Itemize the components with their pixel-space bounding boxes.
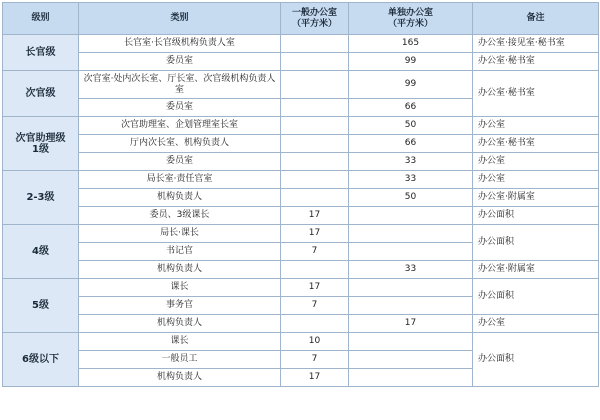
general-area-cell <box>281 117 349 135</box>
note-cell: 办公面积 <box>473 225 599 261</box>
general-area-cell: 10 <box>281 333 349 351</box>
office-area-table-container <box>2 2 598 418</box>
note-cell: 办公面积 <box>473 333 599 387</box>
general-area-cell <box>281 171 349 189</box>
general-area-cell <box>281 35 349 53</box>
table-row <box>3 261 599 279</box>
header-note: 备注 <box>473 3 599 35</box>
note-cell: 办公室 <box>473 117 599 135</box>
single-area-cell <box>349 243 473 261</box>
single-area-cell <box>349 297 473 315</box>
category-cell: 次官室·处内次长室、厅长室、次官级机构负责人室 <box>79 71 281 99</box>
general-area-cell <box>281 153 349 171</box>
note-cell: 办公面积 <box>473 279 599 315</box>
general-area-cell: 7 <box>281 243 349 261</box>
table-row <box>3 135 599 153</box>
table-row <box>3 207 599 225</box>
category-cell: 一般员工 <box>79 351 281 369</box>
single-area-cell: 50 <box>349 117 473 135</box>
category-cell: 委员室 <box>79 53 281 71</box>
single-area-cell: 33 <box>349 153 473 171</box>
single-area-cell: 17 <box>349 315 473 333</box>
table-row <box>3 315 599 333</box>
note-cell: 办公室·秘书室 <box>473 71 599 117</box>
category-cell: 机构负责人 <box>79 369 281 387</box>
single-area-cell <box>349 225 473 243</box>
general-area-cell: 7 <box>281 351 349 369</box>
general-area-cell <box>281 261 349 279</box>
general-area-cell: 17 <box>281 225 349 243</box>
category-cell: 长官室·长官级机构负责人室 <box>79 35 281 53</box>
note-cell: 办公室 <box>473 153 599 171</box>
header-single-office: 单独办公室 （平方米） <box>349 3 473 35</box>
general-area-cell <box>281 53 349 71</box>
single-area-cell: 50 <box>349 189 473 207</box>
single-area-cell: 99 <box>349 71 473 99</box>
single-area-cell: 66 <box>349 99 473 117</box>
note-cell: 办公室·秘书室 <box>473 53 599 71</box>
category-cell: 书记官 <box>79 243 281 261</box>
table-row <box>3 117 599 135</box>
general-area-cell <box>281 189 349 207</box>
category-cell: 委员室 <box>79 99 281 117</box>
header-row <box>3 3 599 35</box>
table-row <box>3 189 599 207</box>
single-area-cell: 165 <box>349 35 473 53</box>
level-cell: 5级 <box>3 279 79 333</box>
header-category: 类别 <box>79 3 281 35</box>
note-cell: 办公室 <box>473 171 599 189</box>
general-area-cell <box>281 315 349 333</box>
single-area-cell <box>349 279 473 297</box>
header-general-office: 一般办公室 （平方米） <box>281 3 349 35</box>
general-area-cell: 7 <box>281 297 349 315</box>
category-cell: 课长 <box>79 333 281 351</box>
office-area-table <box>2 2 599 387</box>
level-cell: 长官级 <box>3 35 79 71</box>
general-area-cell: 17 <box>281 279 349 297</box>
table-row <box>3 279 599 297</box>
category-cell: 课长 <box>79 279 281 297</box>
category-cell: 次官助理室、企划管理室长室 <box>79 117 281 135</box>
general-area-cell <box>281 135 349 153</box>
category-cell: 局长·课长 <box>79 225 281 243</box>
table-row <box>3 333 599 351</box>
level-cell: 6级以下 <box>3 333 79 387</box>
note-cell: 办公室·附属室 <box>473 261 599 279</box>
table-row <box>3 225 599 243</box>
general-area-cell: 17 <box>281 207 349 225</box>
single-area-cell: 66 <box>349 135 473 153</box>
general-area-cell: 17 <box>281 369 349 387</box>
header-level: 级别 <box>3 3 79 35</box>
table-row <box>3 53 599 71</box>
category-cell: 委员室 <box>79 153 281 171</box>
category-cell: 机构负责人 <box>79 189 281 207</box>
single-area-cell <box>349 351 473 369</box>
table-row <box>3 35 599 53</box>
general-area-cell <box>281 71 349 99</box>
category-cell: 事务官 <box>79 297 281 315</box>
category-cell: 机构负责人 <box>79 261 281 279</box>
table-row <box>3 153 599 171</box>
table-row <box>3 71 599 99</box>
level-cell: 次官级 <box>3 71 79 117</box>
note-cell: 办公室·接见室·秘书室 <box>473 35 599 53</box>
single-area-cell: 99 <box>349 53 473 71</box>
note-cell: 办公面积 <box>473 207 599 225</box>
level-cell: 2-3级 <box>3 171 79 225</box>
single-area-cell <box>349 207 473 225</box>
single-area-cell: 33 <box>349 171 473 189</box>
single-area-cell <box>349 333 473 351</box>
category-cell: 局长室·责任官室 <box>79 171 281 189</box>
note-cell: 办公室·附属室 <box>473 189 599 207</box>
level-cell: 4级 <box>3 225 79 279</box>
general-area-cell <box>281 99 349 117</box>
category-cell: 厅内次长室、机构负责人 <box>79 135 281 153</box>
category-cell: 机构负责人 <box>79 315 281 333</box>
note-cell: 办公室 <box>473 315 599 333</box>
note-cell: 办公室·秘书室 <box>473 135 599 153</box>
single-area-cell <box>349 369 473 387</box>
category-cell: 委员、3级课长 <box>79 207 281 225</box>
level-cell: 次官助理级 1级 <box>3 117 79 171</box>
table-row <box>3 171 599 189</box>
single-area-cell: 33 <box>349 261 473 279</box>
